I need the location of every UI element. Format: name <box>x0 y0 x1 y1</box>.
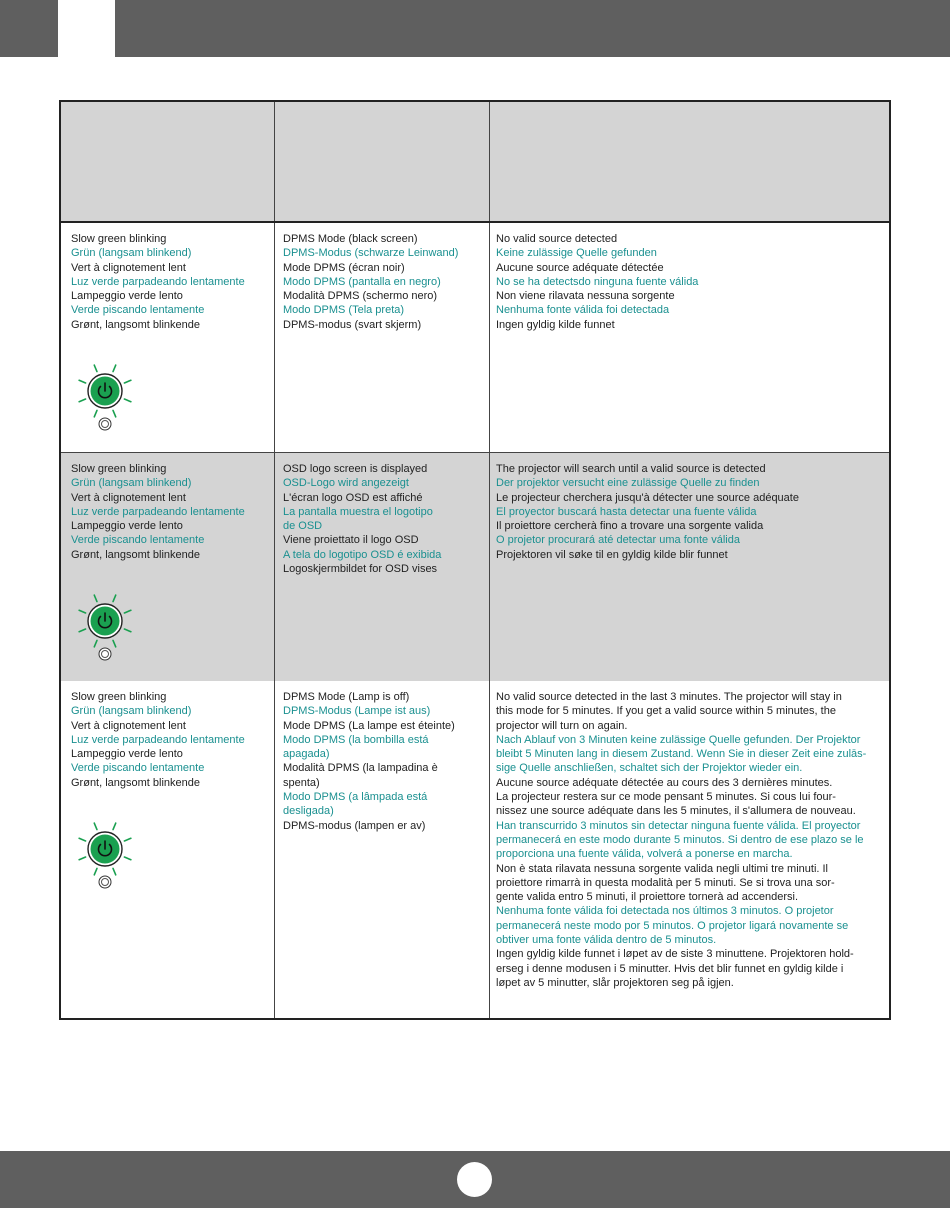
status-cell <box>61 681 275 1018</box>
language-line: DPMS Mode (black screen) <box>283 233 418 245</box>
language-line: La pantalla muestra el logotipo de OSD <box>283 505 433 533</box>
language-line: DPMS Mode (Lamp is off) <box>283 691 410 703</box>
language-line: Verde piscando lentamente <box>71 304 205 317</box>
sensor-ring-icon <box>99 418 111 430</box>
language-line: L'écran logo OSD est affiché <box>283 491 423 504</box>
language-line: Non viene rilavata nessuna sorgente <box>496 290 675 303</box>
language-line: Le projecteur cherchera jusqu'à détecter une source adéquate <box>496 491 799 504</box>
power-led-blinking-icon <box>75 821 135 893</box>
language-line: Luz verde parpadeando lentamente <box>71 505 245 518</box>
footer-bar <box>0 1151 950 1208</box>
language-line: Vert à clignotement lent <box>71 719 186 732</box>
language-line: Vert à clignotement lent <box>71 491 186 504</box>
language-line: Grønt, langsomt blinkende <box>71 318 201 331</box>
language-line: Nenhuma fonte válida foi detectada nos últimos 3 minutos. O projetor permanecerá neste modo por 5 minutos. O projetor ligará novamente se obtiver uma fonte válida dentro de 5 minutos. <box>496 905 849 947</box>
description-cell <box>490 453 889 681</box>
power-led-blinking-icon <box>75 363 135 435</box>
mode-cell <box>275 681 490 1018</box>
language-line: Lampeggio verde lento <box>71 748 183 761</box>
table-row <box>61 681 889 1018</box>
language-line: Ingen gyldig kilde funnet i løpet av de siste 3 minuttene. Projektoren hold- erseg i denne modusen i 5 minutter. Hvis det blir funnet en gyldig kilde i løpet av 5 minutter, slår projektoren seg på igjen. <box>496 948 854 989</box>
mode-text <box>283 462 489 576</box>
language-line: Aucune source adéquate détectée au cours des 3 dernières minutes. La projecteur restera sur ce mode pensant 5 minutes. Si cous lui four- nissez une source adéquate dans les 5 minutes, il s'allumera de nouveau. <box>496 776 856 818</box>
language-line: No valid source detected in the last 3 minutes. The projector will stay in this mode for 5 minutes. If you get a valid source within 5 minutes, the projector will turn on again. <box>496 691 842 732</box>
language-line: Lampeggio verde lento <box>71 290 183 303</box>
description-text <box>496 232 885 332</box>
language-line: Logoskjermbildet for OSD vises <box>283 563 438 576</box>
language-line: O projetor procurará até detectar uma fonte válida <box>496 534 740 547</box>
language-line: Nach Ablauf von 3 Minuten keine zulässige Quelle gefunden. Der Projektor bleibt 5 Minuten lang in diesem Zustand. Wenn Sie in dieser Zeit eine zulās- sige Quelle anschließen, schaltet sich der Projektor wieder ein. <box>496 733 867 775</box>
status-text <box>71 462 274 562</box>
language-line: Ingen gyldig kilde funnet <box>496 318 615 331</box>
description-cell <box>490 681 889 1018</box>
description-text <box>496 462 885 562</box>
led-status-table <box>59 100 891 1020</box>
mode-cell <box>275 223 490 452</box>
language-line: DPMS-Modus (schwarze Leinwand) <box>283 247 459 260</box>
mode-text <box>283 690 489 833</box>
language-line: Lampeggio verde lento <box>71 520 183 533</box>
table-row <box>61 223 889 452</box>
language-line: Slow green blinking <box>71 463 167 475</box>
language-line: Projektoren vil søke til en gyldig kilde blir funnet <box>496 548 728 561</box>
language-line: Modo DPMS (la bombilla está apagada) <box>283 733 429 761</box>
language-line: El proyector buscará hasta detectar una fuente válida <box>496 505 757 518</box>
status-text <box>71 690 274 790</box>
language-line: DPMS-Modus (Lampe ist aus) <box>283 705 431 718</box>
page-tab <box>58 0 115 57</box>
language-line: Grønt, langsomt blinkende <box>71 776 201 789</box>
sensor-ring-icon <box>99 876 111 888</box>
page-number-circle <box>457 1162 492 1197</box>
language-line: Luz verde parpadeando lentamente <box>71 275 245 288</box>
mode-cell <box>275 453 490 681</box>
language-line: Vert à clignotement lent <box>71 261 186 274</box>
language-line: Modalità DPMS (schermo nero) <box>283 290 438 303</box>
language-line: Grün (langsam blinkend) <box>71 247 192 260</box>
sensor-ring-icon <box>99 648 111 660</box>
language-line: Slow green blinking <box>71 691 167 703</box>
language-line: No valid source detected <box>496 233 618 245</box>
mode-text <box>283 232 489 332</box>
language-line: OSD logo screen is displayed <box>283 463 428 475</box>
language-line: Modo DPMS (Tela preta) <box>283 304 405 317</box>
description-cell <box>490 223 889 452</box>
language-line: Viene proiettato il logo OSD <box>283 534 419 547</box>
description-text <box>496 690 885 990</box>
language-line: Grün (langsam blinkend) <box>71 477 192 490</box>
language-line: Nenhuma fonte válida foi detectada <box>496 304 670 317</box>
language-line: Mode DPMS (La lampe est éteinte) <box>283 719 455 732</box>
language-line: Verde piscando lentamente <box>71 534 205 547</box>
status-cell <box>61 223 275 452</box>
language-line: Han transcurrido 3 minutos sin detectar ninguna fuente válida. El proyector permanecerá en este modo durante 5 minutos. Si dentro de ese plazo se le proporciona una fuente válida, volverá a ponerse en marcha. <box>496 819 864 861</box>
language-line: Grønt, langsomt blinkende <box>71 548 201 561</box>
power-led-blinking-icon <box>75 593 135 665</box>
header-cell-mode <box>275 102 490 221</box>
language-line: Il proiettore cercherà fino a trovare una sorgente valida <box>496 520 764 533</box>
language-line: Der projektor versucht eine zulässige Quelle zu finden <box>496 477 760 490</box>
language-line: No se ha detectsdo ninguna fuente válida <box>496 275 699 288</box>
header-bar <box>0 0 950 57</box>
language-line: OSD-Logo wird angezeigt <box>283 477 409 490</box>
language-line: Modalità DPMS (la lampadina è spenta) <box>283 762 438 789</box>
status-text <box>71 232 274 332</box>
table-header-row <box>61 102 889 223</box>
language-line: Verde piscando lentamente <box>71 762 205 775</box>
language-line: Keine zulässige Quelle gefunden <box>496 247 657 260</box>
language-line: Aucune source adéquate détectée <box>496 261 664 274</box>
language-line: Grün (langsam blinkend) <box>71 705 192 718</box>
language-line: Non è stata rilavata nessuna sorgente valida negli ultimi tre minuti. Il proiettore rimarrà in questa modalità per 5 minuti. Se si trova una sor- gente valida entro 5 minuti, il proiettore tornerà ad accendersi. <box>496 862 835 904</box>
header-cell-description <box>490 102 889 221</box>
language-line: Slow green blinking <box>71 233 167 245</box>
language-line: Mode DPMS (écran noir) <box>283 261 405 274</box>
language-line: The projector will search until a valid source is detected <box>496 463 766 475</box>
language-line: DPMS-modus (lampen er av) <box>283 819 426 832</box>
language-line: Modo DPMS (a lâmpada está desligada) <box>283 791 428 818</box>
language-line: DPMS-modus (svart skjerm) <box>283 318 422 331</box>
language-line: Luz verde parpadeando lentamente <box>71 733 245 746</box>
language-line: Modo DPMS (pantalla en negro) <box>283 275 441 288</box>
status-cell <box>61 453 275 681</box>
language-line: A tela do logotipo OSD é exibida <box>283 548 442 561</box>
table-row <box>61 452 889 682</box>
header-cell-status <box>61 102 275 221</box>
